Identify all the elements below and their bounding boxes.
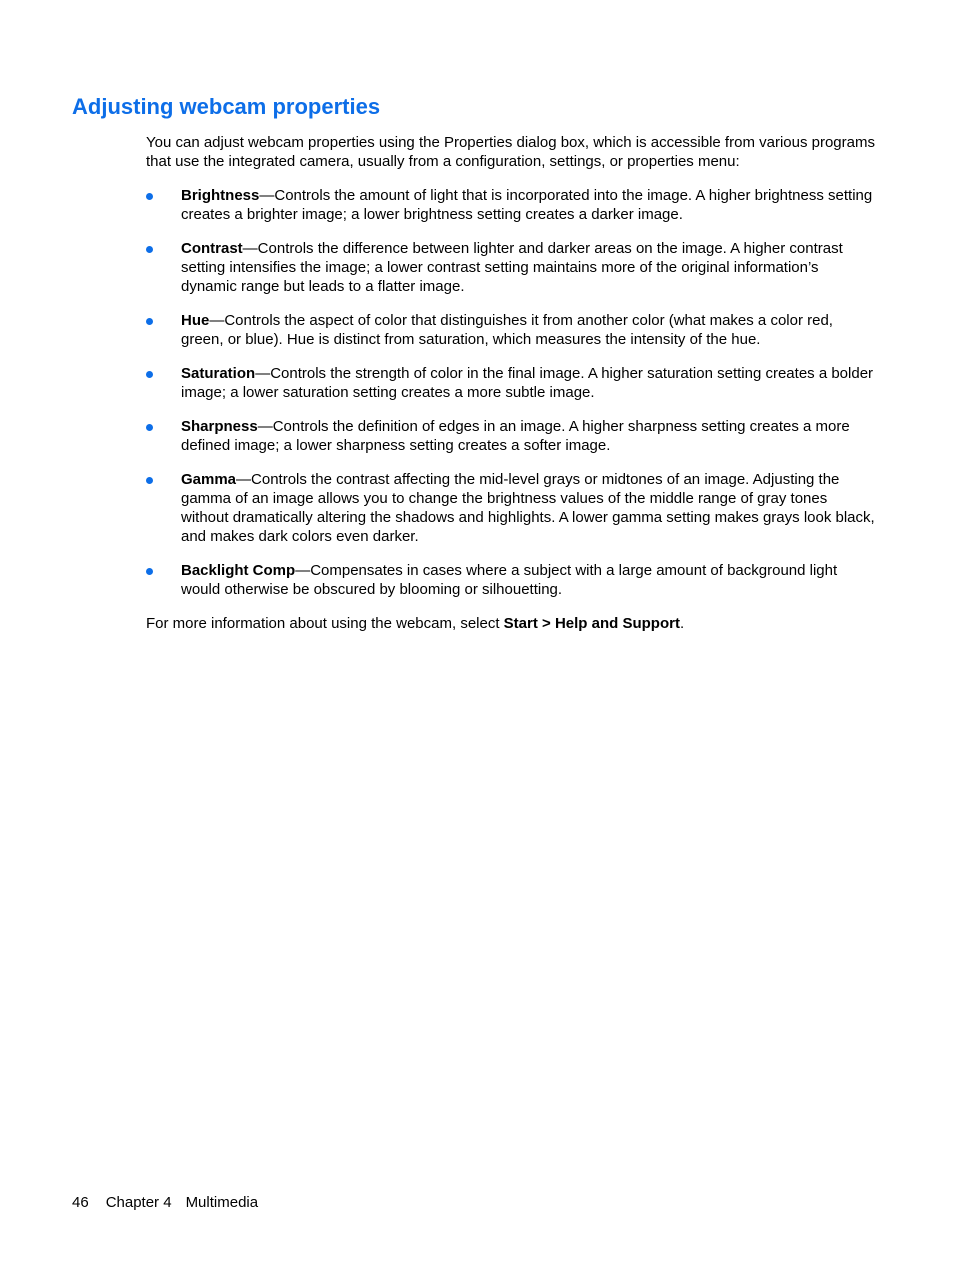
- property-term: Saturation: [181, 365, 256, 382]
- property-description: —Controls the definition of edges in an image. A higher sharpness setting creates a more defined image; a lower sharpness setting creates a softer image.: [181, 418, 850, 454]
- property-description: —Controls the amount of light that is incorporated into the image. A higher brightness setting creates a brighter image; a lower brightness setting creates a darker image.: [181, 187, 873, 223]
- list-item: [146, 186, 876, 224]
- list-item: [146, 417, 876, 455]
- list-item: [146, 364, 876, 402]
- section-heading: Adjusting webcam properties: [72, 94, 381, 119]
- bullet-icon: [146, 371, 153, 378]
- bullet-icon: [146, 477, 153, 484]
- property-description: —Controls the contrast affecting the mid-level grays or midtones of an image. Adjusting the gamma of an image allows you to change the brightness values of the middle range of gray tones without dramatically altering the shadows and highlights. A lower gamma setting makes grays look black, and makes dark colors even darker.: [181, 471, 875, 545]
- help-menu-path: Start > Help and Support: [503, 615, 680, 632]
- list-item: [146, 239, 876, 296]
- property-term: Brightness: [181, 187, 260, 204]
- property-term: Backlight Comp: [181, 562, 296, 579]
- help-text: For more information about using the webcam, select: [146, 615, 504, 632]
- bullet-icon: [146, 193, 153, 200]
- property-term: Hue: [181, 312, 210, 329]
- property-term: Gamma: [181, 471, 237, 488]
- list-item: [146, 311, 876, 349]
- chapter-label: Chapter 4: [105, 1194, 172, 1211]
- bullet-icon: [146, 318, 153, 325]
- property-description: —Controls the difference between lighter and darker areas on the image. A higher contrast setting intensifies the image; a lower contrast setting maintains more of the original information’s dynamic range but leads to a flatter image.: [181, 240, 843, 295]
- section-body: [146, 133, 876, 633]
- bullet-icon: [146, 568, 153, 575]
- property-description: —Controls the strength of color in the final image. A higher saturation setting creates a bolder image; a lower saturation setting creates a more subtle image.: [181, 365, 874, 401]
- property-description: —Controls the aspect of color that distinguishes it from another color (what makes a color red, green, or blue). Hue is distinct from saturation, which measures the intensity of the hue.: [181, 312, 833, 348]
- list-item: [146, 470, 876, 546]
- bullet-icon: [146, 424, 153, 431]
- bullet-icon: [146, 246, 153, 253]
- property-list: [146, 186, 876, 599]
- property-term: Contrast: [181, 240, 243, 257]
- help-paragraph: [146, 614, 876, 633]
- property-term: Sharpness: [181, 418, 258, 435]
- property-description: —Compensates in cases where a subject with a large amount of background light would otherwise be obscured by blooming or silhouetting.: [181, 562, 838, 598]
- page-footer: [72, 1193, 258, 1212]
- list-item: [146, 561, 876, 599]
- intro-paragraph: You can adjust webcam properties using the Properties dialog box, which is accessible from various programs that use the integrated camera, usually from a configuration, settings, or properties menu:: [146, 134, 875, 170]
- page-number: 46: [72, 1194, 89, 1211]
- chapter-title: Multimedia: [185, 1194, 259, 1211]
- help-text-end: .: [679, 615, 685, 632]
